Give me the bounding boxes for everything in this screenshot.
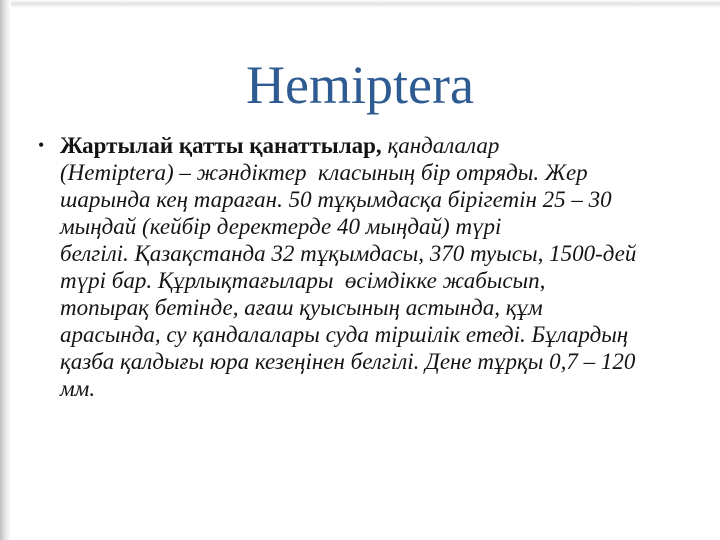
text-line: белгілі. Қазақстанда 32 тұқымдасы, 370 туысы, 1500-дей [60,241,637,266]
bullet-lead-rest-text: қандалалар [381,133,500,158]
text-line: шарында кең тараған. 50 тұқымдасқа бірігетін 25 – 30 [60,187,612,212]
text-line: қазба қалдығы юра кезеңінен белгілі. Дене тұрқы 0,7 – 120 [60,349,636,374]
slide-top-edge-shadow [0,0,720,8]
text-line-first [60,132,702,159]
text-line: түрі бар. Құрлықтағылары өсімдікке жабысып, [60,268,546,293]
slide-title: Hemiptera [246,55,474,115]
bullet-marker: • [38,135,45,155]
text-line: мыңдай (кейбір деректерде 40 мыңдай) түрі [60,214,502,239]
text-line: топырақ бетінде, ағаш қуысының астында, құм [60,295,543,320]
text-line: арасында, су қандалалары суда тіршілік етеді. Бұлардың [60,322,629,347]
text-line: мм. [60,376,96,401]
bullet-text-lines [60,159,702,402]
bullet-lead-bold-text: Жартылай қатты қанаттылар, [60,133,382,158]
bullet-item [36,132,702,402]
text-line: (Hemiptera) – жәндіктер класының бір отряды. Жер [60,160,588,185]
